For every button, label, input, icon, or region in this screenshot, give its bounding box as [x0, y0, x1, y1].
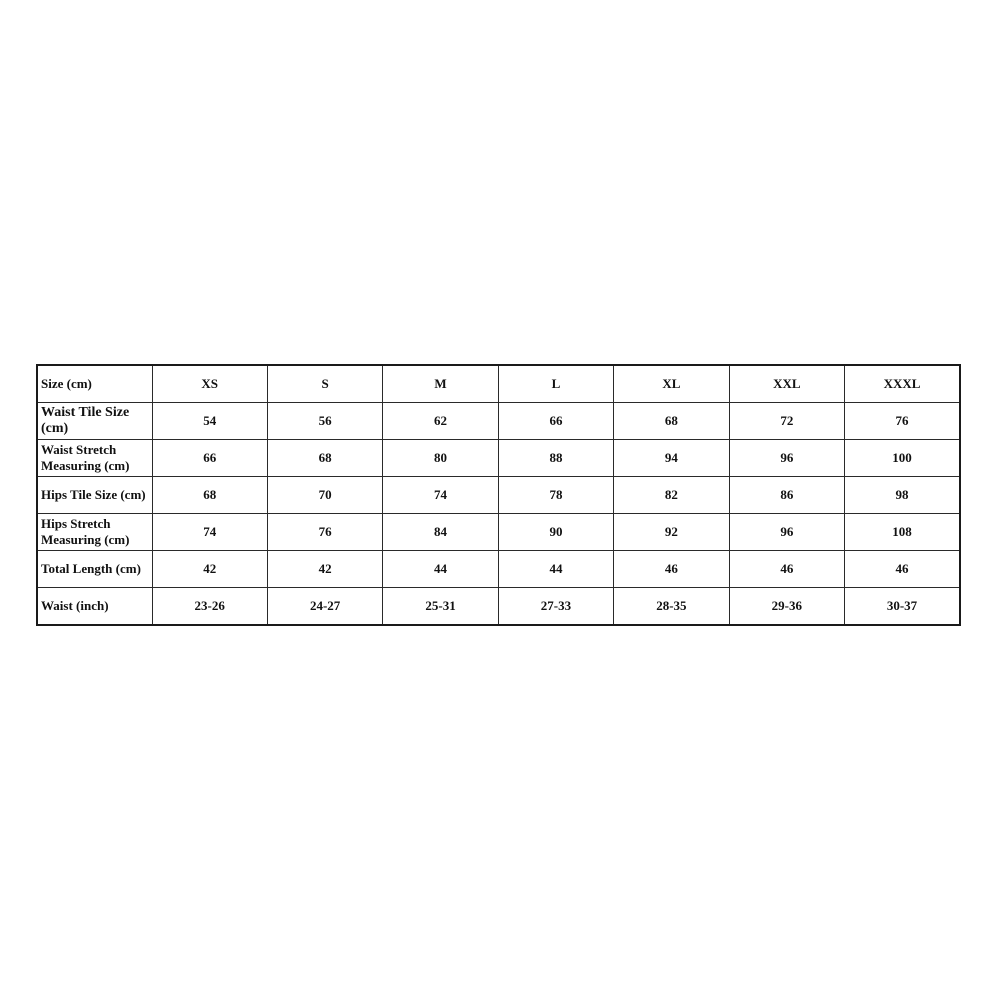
table-cell: 54 — [152, 403, 267, 440]
row-label: Hips Tile Size (cm) — [37, 477, 152, 514]
table-cell: 66 — [498, 403, 613, 440]
table-cell: 108 — [845, 514, 960, 551]
table-cell: 88 — [498, 440, 613, 477]
table-cell: 90 — [498, 514, 613, 551]
size-header-xs: XS — [152, 365, 267, 403]
table-cell: 56 — [267, 403, 382, 440]
table-cell: 80 — [383, 440, 498, 477]
table-row — [37, 551, 960, 588]
table-cell: 46 — [845, 551, 960, 588]
table-cell: 76 — [267, 514, 382, 551]
table-cell: 74 — [152, 514, 267, 551]
size-header-s: S — [267, 365, 382, 403]
table-cell: 68 — [152, 477, 267, 514]
table-row — [37, 477, 960, 514]
size-header-xxl: XXL — [729, 365, 844, 403]
table-cell: 100 — [845, 440, 960, 477]
size-chart-table — [36, 364, 961, 626]
table-cell: 96 — [729, 440, 844, 477]
table-cell: 94 — [614, 440, 729, 477]
table-cell: 78 — [498, 477, 613, 514]
table-cell: 62 — [383, 403, 498, 440]
table-cell: 28-35 — [614, 588, 729, 626]
row-label: Hips Stretch Measuring (cm) — [37, 514, 152, 551]
table-cell: 29-36 — [729, 588, 844, 626]
row-label: Total Length (cm) — [37, 551, 152, 588]
table-cell: 46 — [614, 551, 729, 588]
table-row — [37, 514, 960, 551]
table-cell: 92 — [614, 514, 729, 551]
table-cell: 42 — [152, 551, 267, 588]
header-label: Size (cm) — [37, 365, 152, 403]
table-cell: 84 — [383, 514, 498, 551]
table-cell: 70 — [267, 477, 382, 514]
table-row — [37, 588, 960, 626]
table-cell: 98 — [845, 477, 960, 514]
table-cell: 72 — [729, 403, 844, 440]
table-cell: 46 — [729, 551, 844, 588]
size-header-l: L — [498, 365, 613, 403]
size-header-xxxl: XXXL — [845, 365, 960, 403]
table-row — [37, 403, 960, 440]
table-cell: 86 — [729, 477, 844, 514]
table-cell: 30-37 — [845, 588, 960, 626]
table-cell: 82 — [614, 477, 729, 514]
table-cell: 23-26 — [152, 588, 267, 626]
table-cell: 44 — [383, 551, 498, 588]
table-cell: 66 — [152, 440, 267, 477]
size-header-m: M — [383, 365, 498, 403]
header-row — [37, 365, 960, 403]
table-cell: 44 — [498, 551, 613, 588]
table-cell: 42 — [267, 551, 382, 588]
row-label: Waist (inch) — [37, 588, 152, 626]
size-header-xl: XL — [614, 365, 729, 403]
table-cell: 74 — [383, 477, 498, 514]
table-cell: 27-33 — [498, 588, 613, 626]
table-cell: 24-27 — [267, 588, 382, 626]
row-label: Waist Stretch Measuring (cm) — [37, 440, 152, 477]
table-cell: 68 — [614, 403, 729, 440]
table-cell: 25-31 — [383, 588, 498, 626]
table-cell: 96 — [729, 514, 844, 551]
table-cell: 76 — [845, 403, 960, 440]
table-cell: 68 — [267, 440, 382, 477]
row-label: Waist Tile Size (cm) — [37, 403, 152, 440]
table-row — [37, 440, 960, 477]
